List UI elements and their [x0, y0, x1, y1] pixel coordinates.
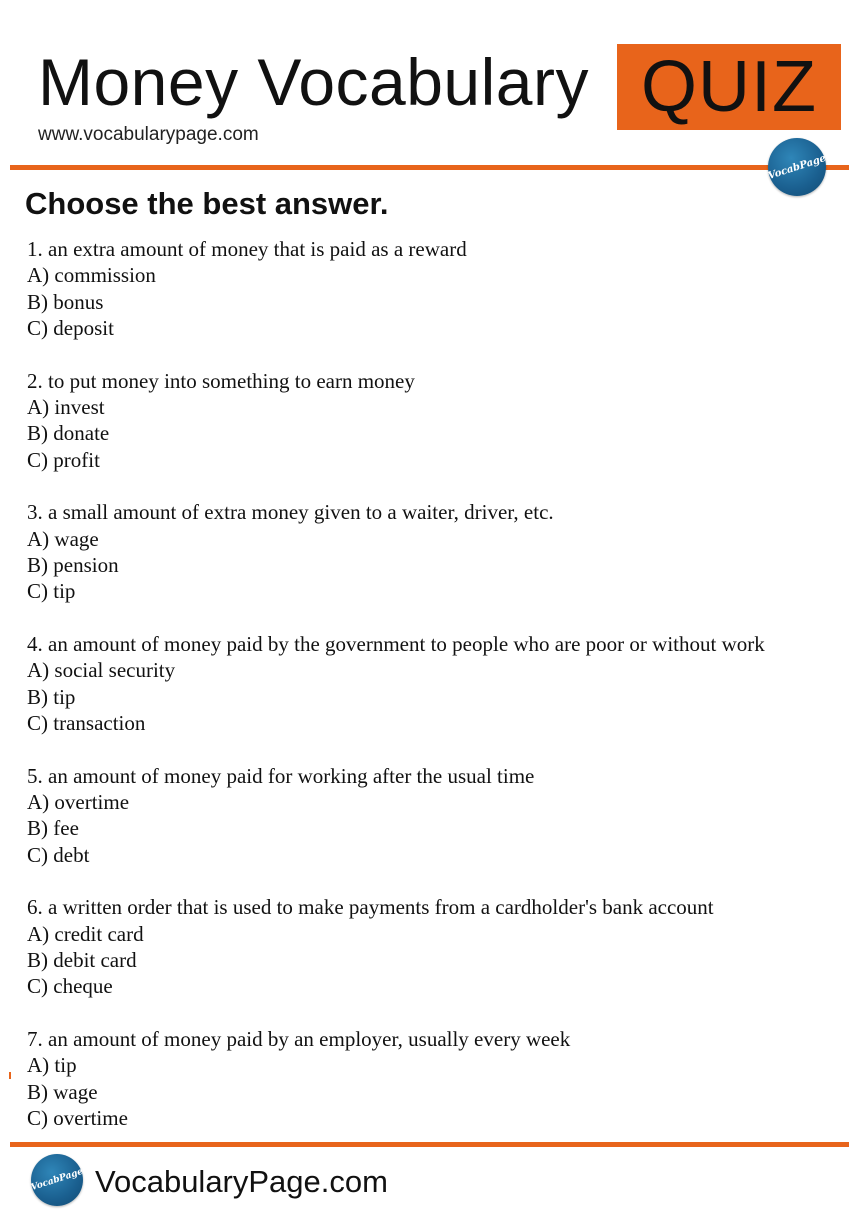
question-text: 5. an amount of money paid for working after the usual time — [27, 763, 535, 788]
answer-option[interactable]: C) cheque — [27, 974, 113, 999]
answer-option[interactable]: B) debit card — [27, 948, 137, 973]
answer-option[interactable]: A) tip — [27, 1053, 77, 1078]
answer-option[interactable]: A) wage — [27, 526, 99, 551]
answer-option[interactable]: B) donate — [27, 421, 110, 446]
answer-option[interactable]: C) overtime — [27, 1106, 128, 1131]
answer-option[interactable]: A) invest — [27, 394, 105, 419]
instructions-heading: Choose the best answer. — [25, 186, 389, 221]
question-text: 2. to put money into something to earn money — [27, 368, 415, 393]
answer-option[interactable]: A) commission — [27, 263, 156, 288]
answer-option[interactable]: A) credit card — [27, 921, 144, 946]
answer-option[interactable]: B) bonus — [27, 289, 104, 314]
answer-option[interactable]: B) tip — [27, 684, 76, 709]
footer-site-name[interactable]: VocabularyPage.com — [95, 1164, 388, 1199]
answer-option[interactable]: B) pension — [27, 552, 119, 577]
question-item-7 — [27, 1026, 857, 1131]
question-text: 7. an amount of money paid by an employer, usually every week — [27, 1027, 571, 1052]
header-divider — [10, 165, 849, 170]
answer-option[interactable]: C) profit — [27, 447, 100, 472]
question-item-3 — [27, 499, 857, 604]
answer-option[interactable]: A) overtime — [27, 790, 130, 815]
page-title: Money Vocabulary — [38, 45, 589, 119]
question-item-2 — [27, 368, 857, 473]
question-item-6 — [27, 894, 857, 999]
footer-logo-text: VocabPage — [29, 1166, 85, 1194]
answer-option[interactable]: C) debt — [27, 842, 90, 867]
question-list — [27, 236, 857, 1158]
question-text: 3. a small amount of extra money given to a waiter, driver, etc. — [27, 500, 554, 525]
logo-text: VocabPage — [766, 152, 828, 182]
answer-option[interactable]: C) tip — [27, 579, 76, 604]
question-text: 1. an extra amount of money that is paid as a reward — [27, 237, 467, 261]
answer-option[interactable]: B) wage — [27, 1079, 98, 1104]
margin-mark — [9, 1072, 11, 1079]
question-text: 6. a written order that is used to make payments from a cardholder's bank account — [27, 895, 714, 920]
footer-divider — [10, 1142, 849, 1147]
question-item-4 — [27, 631, 857, 736]
question-item-5 — [27, 763, 857, 868]
answer-option[interactable]: C) transaction — [27, 710, 146, 735]
answer-option[interactable]: C) deposit — [27, 315, 114, 340]
quiz-badge — [617, 44, 841, 130]
answer-option[interactable]: B) fee — [27, 816, 79, 841]
vocabpage-logo-icon — [768, 138, 826, 196]
question-text: 4. an amount of money paid by the government to people who are poor or without work — [27, 632, 765, 657]
quiz-badge-label: QUIZ — [641, 47, 817, 127]
question-item-1 — [27, 236, 857, 341]
answer-option[interactable]: A) social security — [27, 658, 176, 683]
footer-vocabpage-logo-icon — [31, 1154, 83, 1206]
site-url[interactable]: www.vocabularypage.com — [38, 124, 259, 145]
